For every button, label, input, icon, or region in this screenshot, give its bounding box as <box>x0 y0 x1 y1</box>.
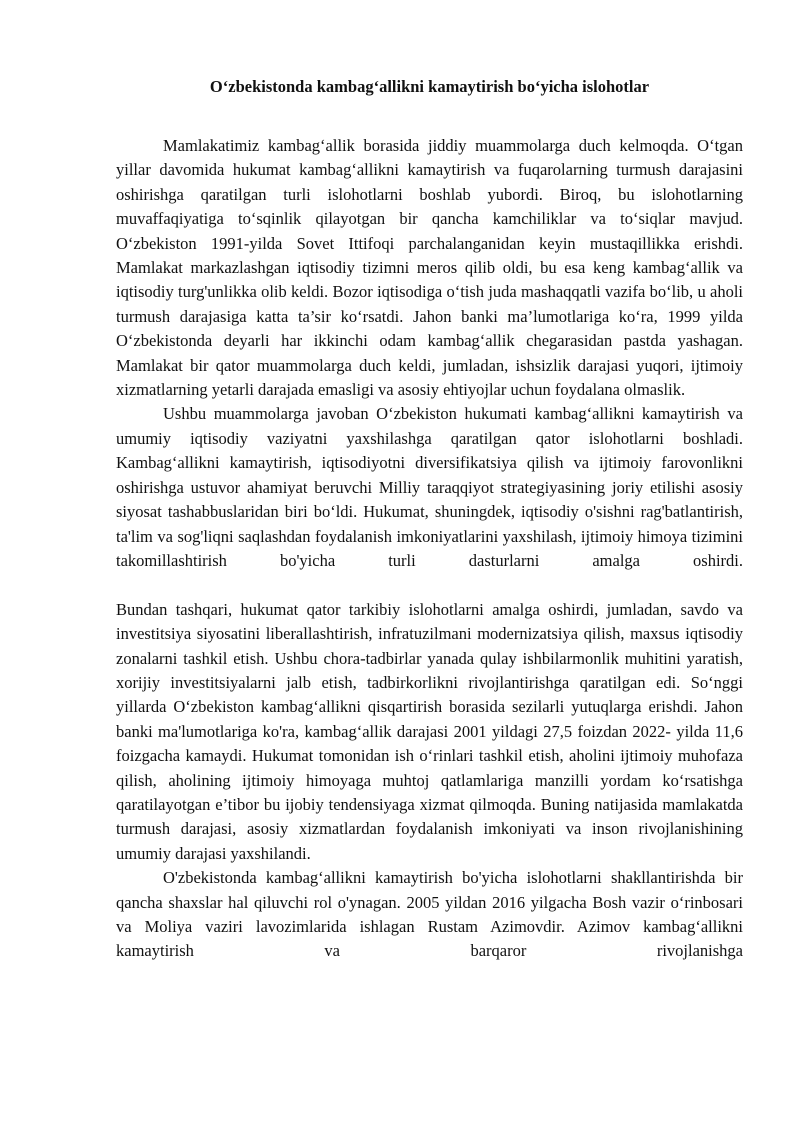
paragraph-4: O'zbekistonda kambag‘allikni kamaytirish bo'yicha islohotlarni shakllantirishda bir qancha shaxslar hal qiluvchi rol o'ynagan. 2005 yildan 2016 yilgacha Bosh vazir o‘rinbosari va Moliya vaziri lavozimlarida ishlagan Rustam Azimovdir. Azimov kambag‘allikni kamaytirish va barqaror rivojlanishga <box>116 868 743 961</box>
paragraph-1: Mamlakatimiz kambag‘allik borasida jiddiy muammolarga duch kelmoqda. O‘tgan yillar davomida hukumat kambag‘allikni kamaytirish va fuqarolarning turmush darajasini oshirishga qaratilgan turli islohotlarni boshlab yubordi. Biroq, bu islohotlarning muvaffaqiyatiga to‘sqinlik qilayotgan bir qancha kamchiliklar va to‘siqlar mavjud. O‘zbekiston 1991-yilda Sovet Ittifoqi parchalanganidan keyin mustaqillikka erishdi. Mamlakat markazlashgan iqtisodiy tizimni meros qilib oldi, bu esa keng kambag‘allik va iqtisodiy turg'unlikka olib keldi. Bozor iqtisodiga o‘tish juda mashaqqatli vazifa bo‘lib, u aholi turmush darajasiga katta ta’sir ko‘rsatdi. Jahon banki ma’lumotlariga ko‘ra, 1999 yilda O‘zbekistonda deyarli har ikkinchi odam kambag‘allik chegarasidan pastda yashagan. Mamlakat bir qator muammolarga duch keldi, jumladan, ishsizlik darajasi yuqori, ijtimoiy xizmatlarning yetarli darajada emasligi va asosiy ehtiyojlar uchun foydalana olmaslik. <box>116 136 743 400</box>
paragraph-gap <box>116 573 743 597</box>
document-title: O‘zbekistonda kambag‘allikni kamaytirish bo‘yicha islohotlar <box>209 77 650 96</box>
paragraph-3: Bundan tashqari, hukumat qator tarkibiy islohotlarni amalga oshirdi, jumladan, savdo va investitsiya siyosatini liberallashtirish, infratuzilmani modernizatsiya qilish, maxsus iqtisodiy zonalarni tashkil etish. Ushbu chora-tadbirlar yanada qulay ishbilarmonlik muhitini yaratish, xorijiy investitsiyalarni jalb etish, tadbirkorlikni rivojlantirishga qaratilgan edi. So‘nggi yillarda O‘zbekiston kambag‘allikni qisqartirish borasida sezilarli yutuqlarga erishdi. Jahon banki ma'lumotlariga ko'ra, kambag‘allik darajasi 2001 yildagi 27,5 foizdan 2022- yilda 11,6 foizgacha kamaydi. Hukumat tomonidan ish o‘rinlari tashkil etish, aholini ijtimoiy muhofaza qilish, aholining ijtimoiy himoyaga muhtoj qatlamlariga manzilli yordam ko‘rsatishga qaratilayotgan e’tibor bu ijobiy tendensiyaga xizmat qilmoqda. Buning natijasida mamlakatda turmush darajasi, asosiy xizmatlardan foydalanish imkoniyati va inson rivojlanishining umumiy darajasi yaxshilandi. <box>116 599 743 863</box>
paragraph-2: Ushbu muammolarga javoban O‘zbekiston hukumati kambag‘allikni kamaytirish va umumiy iqtisodiy vaziyatni yaxshilashga qaratilgan qator islohotlarni boshladi. Kambag‘allikni kamaytirish, iqtisodiyotni diversifikatsiya qilish va ijtimoiy farovonlikni oshirishga ustuvor ahamiyat beruvchi Milliy taraqqiyot strategiyasining joriy etilishi asosiy siyosat tashabbuslaridan biri bo‘ldi. Hukumat, shuningdek, iqtisodiy o'sishni rag'batlantirish, ta'lim va sog'liqni saqlashdan foydalanish imkoniyatlarini yaxshilash, ijtimoiy himoya tizimini takomillashtirish bo'yicha turli dasturlarni amalga oshirdi. <box>116 404 743 570</box>
